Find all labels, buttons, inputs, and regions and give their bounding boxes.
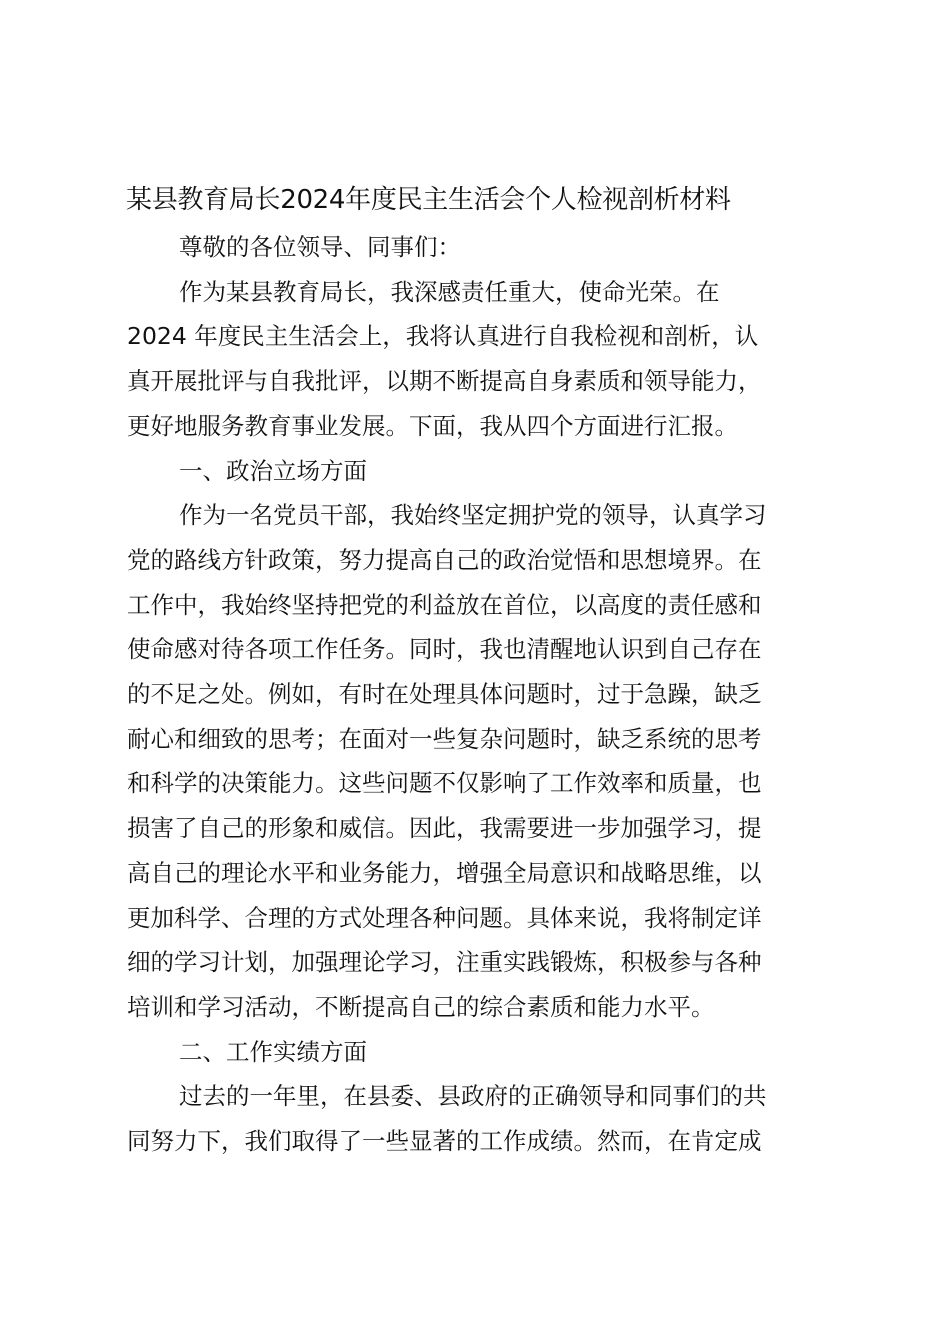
intro-line: 2024 年度民主生活会上，我将认真进行自我检视和剖析，认 [127,322,759,351]
section1-line: 耐心和细致的思考；在面对一些复杂问题时，缺乏系统的思考 [127,724,762,753]
document-body [127,225,819,1164]
intro-line: 更好地服务教育事业发展。下面，我从四个方面进行汇报。 [127,411,738,440]
section-heading: 二、工作实绩方面 [179,1037,367,1066]
section1-line: 工作中，我始终坚持把党的利益放在首位，以高度的责任感和 [127,590,762,619]
section1-line: 党的路线方针政策，努力提高自己的政治觉悟和思想境界。在 [127,545,762,574]
intro-line: 作为某县教育局长，我深感责任重大，使命光荣。在 [179,277,720,306]
section1-line: 培训和学习活动，不断提高自己的综合素质和能力水平。 [127,992,715,1021]
document-title: 某县教育局长2024年度民主生活会个人检视剖析材料 [126,185,731,215]
section1-line: 损害了自己的形象和威信。因此，我需要进一步加强学习，提 [127,814,762,843]
intro-line: 真开展批评与自我批评，以期不断提高自身素质和领导能力， [127,367,762,396]
section1-line: 细的学习计划，加强理论学习，注重实践锻炼，积极参与各种 [127,948,762,977]
section1-line: 更加科学、合理的方式处理各种问题。具体来说，我将制定详 [127,903,762,932]
section2-line: 过去的一年里，在县委、县政府的正确领导和同事们的共 [179,1082,767,1111]
section1-line: 高自己的理论水平和业务能力，增强全局意识和战略思维，以 [127,858,762,887]
section1-line: 使命感对待各项工作任务。同时，我也清醒地认识到自己存在 [127,635,762,664]
greeting-line: 尊敬的各位领导、同事们： [179,233,461,261]
section1-line: 作为一名党员干部，我始终坚定拥护党的领导，认真学习 [179,501,767,530]
section1-line: 的不足之处。例如，有时在处理具体问题时，过于急躁，缺乏 [127,680,762,709]
section1-line: 和科学的决策能力。这些问题不仅影响了工作效率和质量，也 [127,769,762,798]
section2-line: 同努力下，我们取得了一些显著的工作成绩。然而，在肯定成 [127,1127,762,1156]
section-heading: 一、政治立场方面 [179,456,367,485]
